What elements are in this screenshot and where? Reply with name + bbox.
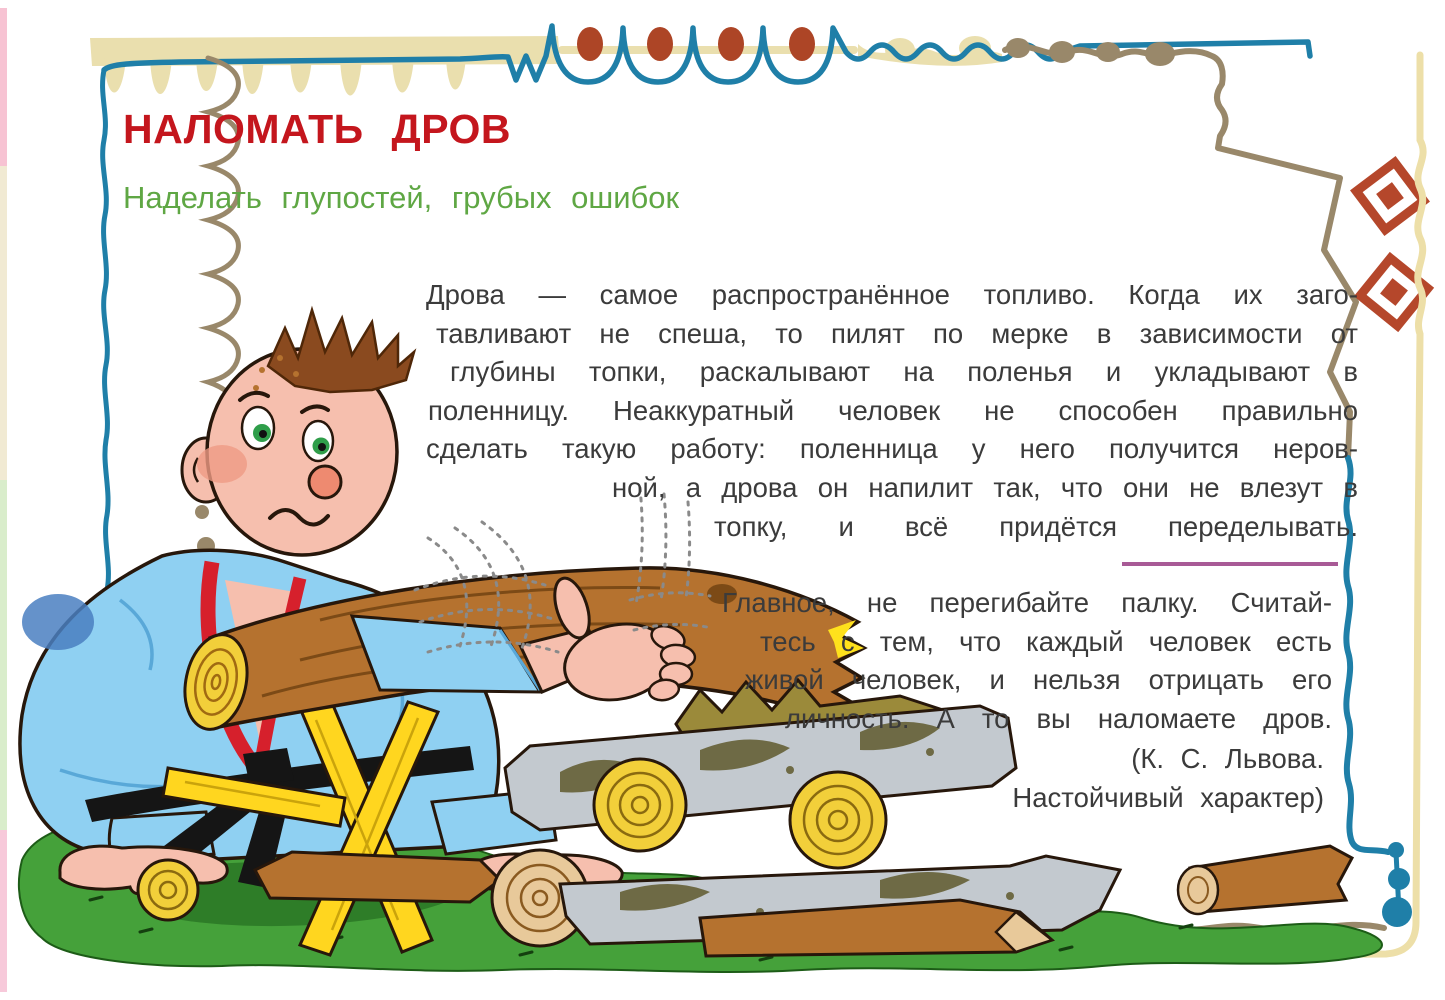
paragraph-line: ной, а дрова он напилит так, что они не влезут в [612,471,1358,503]
paragraph-line: сделать такую работу: поленница у него получится неров- [426,433,1358,465]
magenta-divider-rule [1122,562,1338,566]
paragraph-line: топку, и всё придётся переделывать. [714,510,1358,542]
paragraph-line: Дрова — самое распространённое топливо. Когда их заго- [426,279,1358,310]
cut-disc-yellow-1 [594,759,686,851]
paragraph-line: Главное, не перегибайте палку. Считай- [722,587,1332,618]
paragraph-line: глубины топки, раскалывают на поленья и укладывают в [450,356,1358,388]
body-paragraph-2 [722,584,1332,738]
paragraph-line: личность. А то вы наломаете дров. [785,702,1332,734]
paragraph-line: тесь с тем, что каждый человек есть [760,625,1332,657]
attribution-line: Настойчивый характер) [1012,781,1324,813]
small-disc-left [138,860,198,920]
far-right-log [1178,846,1352,914]
paragraph-line: поленницу. Неаккуратный человек не способен правильно [428,394,1358,426]
quote-attribution [900,740,1324,817]
paragraph-line: тавливают не спеша, то пилят по мерке в зависимости от [436,317,1358,349]
idiom-definition: Наделать глупостей, грубых ошибок [123,180,680,215]
hair-tuft [268,310,414,392]
small-log-front-left [255,852,500,902]
body-paragraph-1 [420,276,1358,546]
rosy-cheek [197,445,247,483]
cut-disc-yellow-2 [790,772,886,868]
page-title: НАЛОМАТЬ ДРОВ [123,106,512,152]
attribution-line: (К. С. Львова. [1131,743,1324,774]
boy-nose [309,466,341,498]
paragraph-line: живой человек, и нельзя отрицать его [745,664,1332,696]
